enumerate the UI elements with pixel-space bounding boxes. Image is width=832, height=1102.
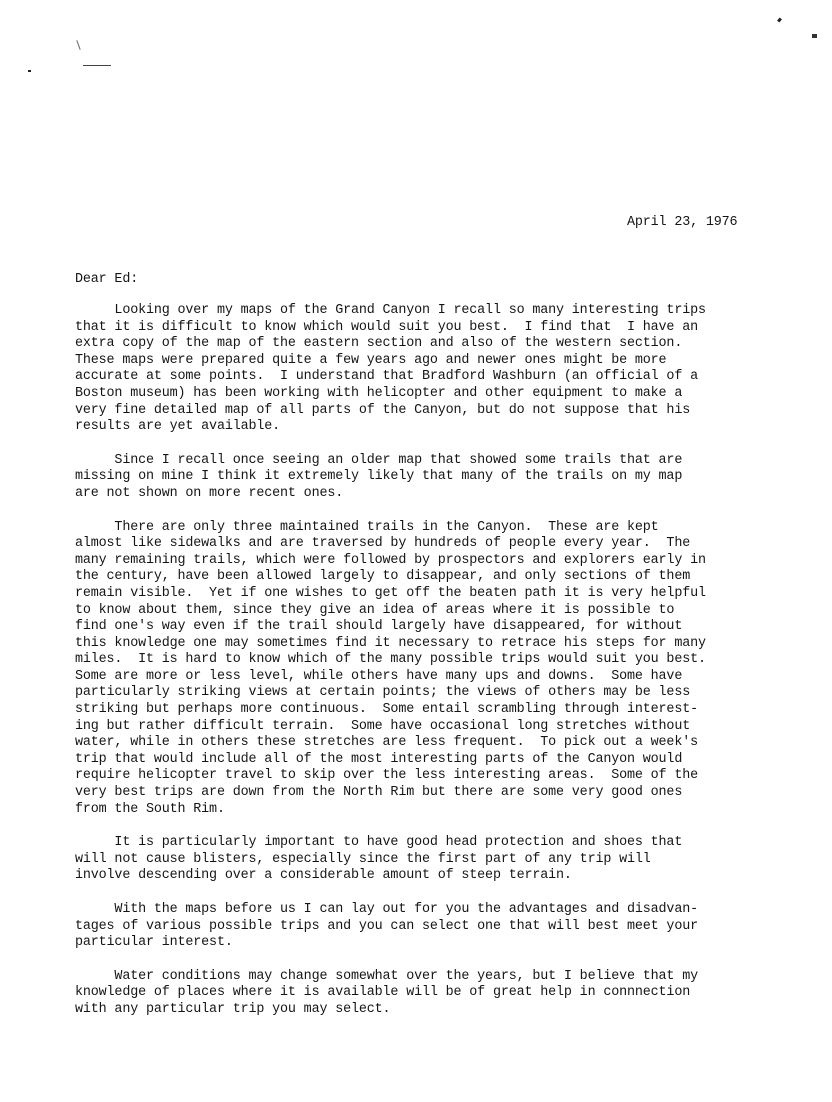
scan-speck <box>812 34 817 38</box>
paragraph <box>75 835 795 885</box>
text-line: from the South Rim. <box>75 801 225 817</box>
scan-speck <box>777 18 782 23</box>
text-line: results are yet available. <box>75 419 281 435</box>
paragraph <box>75 453 795 503</box>
text-line: extra copy of the map of the eastern section and also of the western section. <box>75 336 683 352</box>
text-line: very best trips are down from the North Rim but there are some very good ones <box>75 785 683 801</box>
text-line: water, while in others these stretches are less frequent. To pick out a week's <box>75 735 698 751</box>
text-line: knowledge of places where it is available will be of great help in connnection <box>75 985 691 1001</box>
text-line: It is particularly important to have good head protection and shoes that <box>75 835 683 851</box>
text-line: tages of various possible trips and you can select one that will best meet your <box>75 918 698 934</box>
letter-date: April 23, 1976 <box>627 215 738 230</box>
text-line: particularly striking views at certain points; the views of others may be less <box>75 685 691 701</box>
paragraph <box>75 969 795 1019</box>
text-line: the century, have been allowed largely to disappear, and only sections of them <box>75 569 691 585</box>
text-line: are not shown on more recent ones. <box>75 485 344 501</box>
text-line: involve descending over a considerable amount of steep terrain. <box>75 868 572 884</box>
text-line: Since I recall once seeing an older map that showed some trails that are <box>75 452 683 468</box>
text-line: miles. It is hard to know which of the many possible trips would suit you best. <box>75 652 706 668</box>
text-line: require helicopter travel to skip over the less interesting areas. Some of the <box>75 768 698 784</box>
text-line: very fine detailed map of all parts of the Canyon, but do not suppose that his <box>75 402 691 418</box>
text-line: this knowledge one may sometimes find it necessary to retrace his steps for many <box>75 635 706 651</box>
scan-speck <box>28 70 31 72</box>
text-line: with any particular trip you may select. <box>75 1001 391 1017</box>
text-line: remain visible. Yet if one wishes to get off the beaten path it is very helpful <box>75 585 706 601</box>
text-line: Boston museum) has been working with helicopter and other equipment to make a <box>75 385 683 401</box>
paragraph <box>75 902 795 952</box>
salutation: Dear Ed: <box>75 272 139 287</box>
text-line: many remaining trails, which were followed by prospectors and explorers early in <box>75 552 706 568</box>
text-line: missing on mine I think it extremely likely that many of the trails on my map <box>75 469 683 485</box>
scan-speck <box>83 65 111 66</box>
text-line: to know about them, since they give an idea of areas where it is possible to <box>75 602 675 618</box>
text-line: striking but perhaps more continuous. Some entail scrambling through interest- <box>75 702 698 718</box>
text-line: find one's way even if the trail should largely have disappeared, for without <box>75 619 683 635</box>
paragraph <box>75 303 795 436</box>
text-line: almost like sidewalks and are traversed by hundreds of people every year. The <box>75 536 691 552</box>
text-line: These maps were prepared quite a few years ago and newer ones might be more <box>75 352 667 368</box>
text-line: With the maps before us I can lay out for you the advantages and disadvan- <box>75 902 698 917</box>
text-line: accurate at some points. I understand that Bradford Washburn (an official of a <box>75 369 698 385</box>
scan-speck <box>76 40 80 50</box>
text-line: trip that would include all of the most interesting parts of the Canyon would <box>75 751 683 767</box>
letter-body <box>75 303 795 1036</box>
text-line: Some are more or less level, while others have many ups and downs. Some have <box>75 668 683 684</box>
paragraph <box>75 520 795 819</box>
text-line: will not cause blisters, especially since the first part of any trip will <box>75 851 651 867</box>
text-line: that it is difficult to know which would suit you best. I find that I have an <box>75 319 698 335</box>
text-line: There are only three maintained trails in the Canyon. These are kept <box>75 519 659 535</box>
text-line: ing but rather difficult terrain. Some have occasional long stretches without <box>75 718 691 734</box>
text-line: particular interest. <box>75 935 233 951</box>
text-line: Water conditions may change somewhat over the years, but I believe that my <box>75 968 698 984</box>
text-line: Looking over my maps of the Grand Canyon I recall so many interesting trips <box>75 303 706 318</box>
